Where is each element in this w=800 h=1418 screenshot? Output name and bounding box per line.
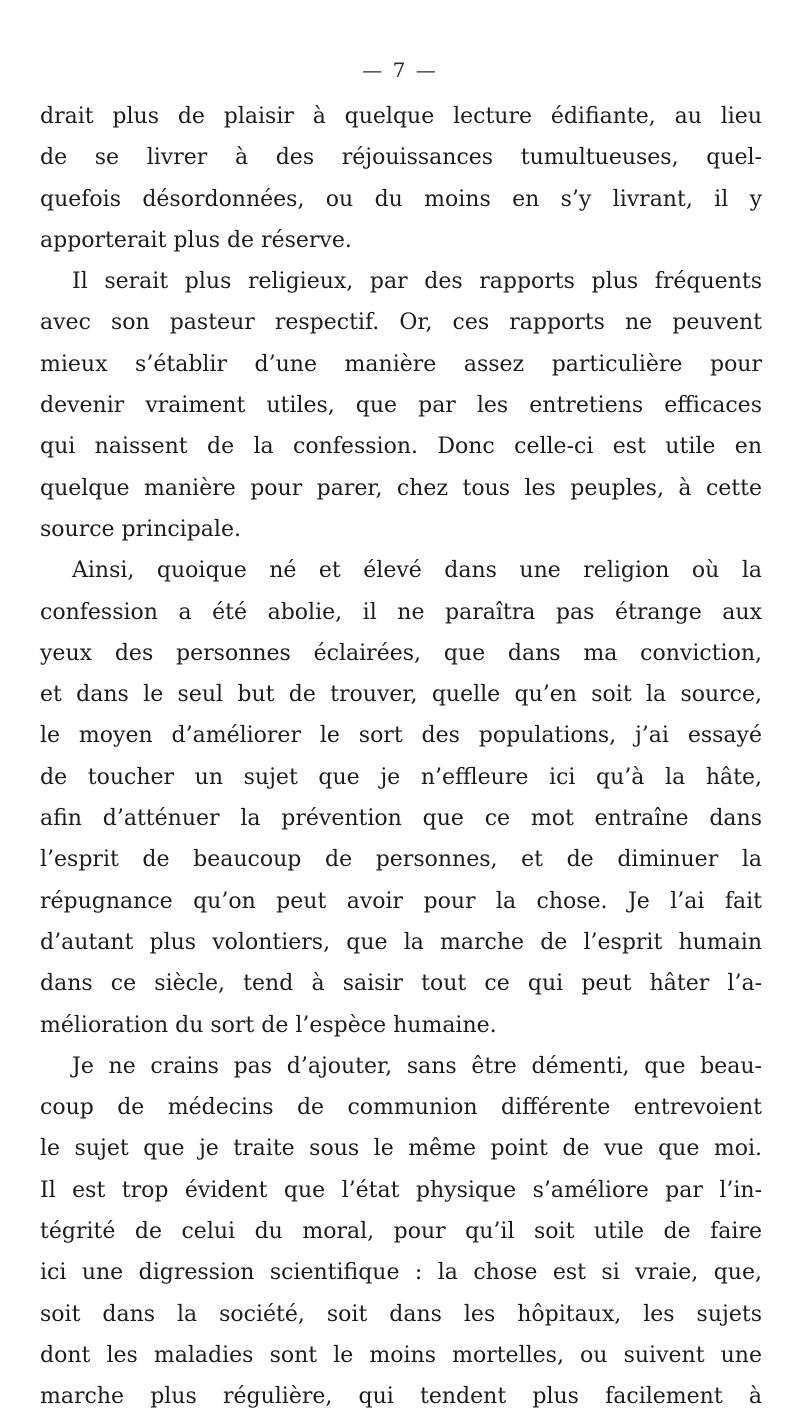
- text-line: le sujet que je traite sous le même point de vue que moi.: [40, 1136, 762, 1162]
- text-line: devenir vraiment utiles, que par les entretiens efficaces: [40, 393, 762, 419]
- text-line: drait plus de plaisir à quelque lecture édifiante, au lieu: [40, 104, 762, 129]
- text-line: avec son pasteur respectif. Or, ces rapports ne peuvent: [40, 310, 762, 336]
- text-line: de toucher un sujet que je n’effleure ici qu’à la hâte,: [40, 764, 762, 790]
- text-line: le moyen d’améliorer le sort des populations, j’ai essayé: [40, 723, 762, 749]
- text-line: marche plus régulière, qui tendent plus facilement à: [40, 1384, 762, 1410]
- text-line: Il est trop évident que l’état physique s’améliore par l’in-: [40, 1177, 762, 1203]
- text-line: mieux s’établir d’une manière assez particulière pour: [40, 351, 762, 377]
- text-line: ici une digression scientifique : la chose est si vraie, que,: [40, 1260, 762, 1286]
- body-text: [40, 96, 762, 1418]
- text-line: confession a été abolie, il ne paraîtra pas étrange aux: [40, 599, 762, 625]
- text-line: mélioration du sort de l’espèce humaine.: [40, 1012, 497, 1038]
- text-line: Je ne crains pas d’ajouter, sans être démenti, que beau-: [72, 1053, 762, 1079]
- text-line: soit dans la société, soit dans les hôpitaux, les sujets: [40, 1301, 762, 1327]
- text-line: d’autant plus volontiers, que la marche de l’esprit humain: [40, 929, 762, 955]
- text-line: quelque manière pour parer, chez tous les peuples, à cette: [40, 475, 762, 501]
- text-line: et dans le seul but de trouver, quelle qu’en soit la source,: [40, 682, 762, 708]
- text-line: coup de médecins de communion différente entrevoient: [40, 1095, 762, 1121]
- text-line: Il serait plus religieux, par des rapports plus fréquents: [72, 269, 762, 295]
- text-line: qui naissent de la confession. Donc celle-ci est utile en: [40, 434, 762, 460]
- text-line: dont les maladies sont le moins mortelles, ou suivent une: [40, 1342, 762, 1368]
- text-line: répugnance qu’on peut avoir pour la chose. Je l’ai fait: [40, 888, 762, 914]
- text-line: Ainsi, quoique né et élevé dans une religion où la: [72, 558, 762, 584]
- text-line: quefois désordonnées, ou du moins en s’y livrant, il y: [40, 186, 762, 212]
- text-line: yeux des personnes éclairées, que dans ma conviction,: [40, 640, 762, 666]
- text-line: afin d’atténuer la prévention que ce mot entraîne dans: [40, 806, 762, 832]
- text-line: dans ce siècle, tend à saisir tout ce qui peut hâter l’a-: [40, 971, 762, 997]
- text-line: source principale.: [40, 516, 241, 542]
- text-line: apporterait plus de réserve.: [40, 227, 352, 253]
- page-number-header: — 7 —: [362, 58, 438, 82]
- text-line: l’esprit de beaucoup de personnes, et de diminuer la: [40, 847, 762, 873]
- text-line: tégrité de celui du moral, pour qu’il soit utile de faire: [40, 1219, 762, 1245]
- text-line: de se livrer à des réjouissances tumultueuses, quel-: [40, 145, 762, 171]
